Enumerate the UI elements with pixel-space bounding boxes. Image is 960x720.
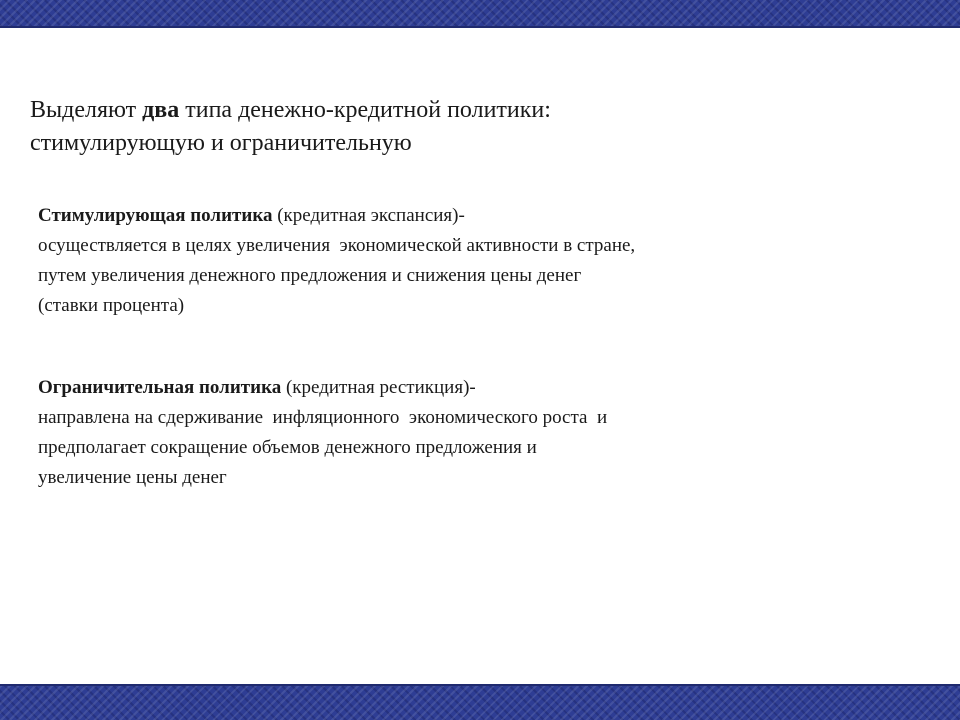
intro-text-part: Выделяют [30, 97, 143, 123]
restrictive-policy-block [38, 373, 918, 493]
bottom-decorative-band [0, 684, 960, 720]
intro-line-1 [30, 94, 910, 127]
stimulating-term: Стимулирующая политика [38, 205, 273, 226]
stimulating-line: (ставки процента) [38, 295, 185, 316]
stimulating-line: путем увеличения денежного предложения и снижения цены денег [38, 265, 582, 286]
stimulating-policy-block [38, 201, 918, 321]
stimulating-line: осуществляется в целях увеличения экономической активности в стране, [38, 235, 636, 256]
restrictive-line: увеличение цены денег [38, 467, 227, 488]
restrictive-line: предполагает сокращение объемов денежного предложения и [38, 437, 537, 458]
restrictive-heading [38, 373, 918, 403]
restrictive-term-suffix: (кредитная рестикция)- [281, 377, 476, 398]
top-decorative-band [0, 0, 960, 28]
stimulating-heading [38, 201, 918, 231]
restrictive-line: направлена на сдерживание инфляционного экономического роста и [38, 407, 608, 428]
restrictive-term: Ограничительная политика [38, 377, 282, 398]
intro-emphasis: два [142, 97, 180, 123]
intro-line-2: стимулирующую и ограничительную [30, 130, 412, 156]
intro-text-part: типа денежно-кредитной политики: [179, 97, 551, 123]
stimulating-term-suffix: (кредитная экспансия)- [272, 205, 465, 226]
intro-text [30, 94, 910, 160]
